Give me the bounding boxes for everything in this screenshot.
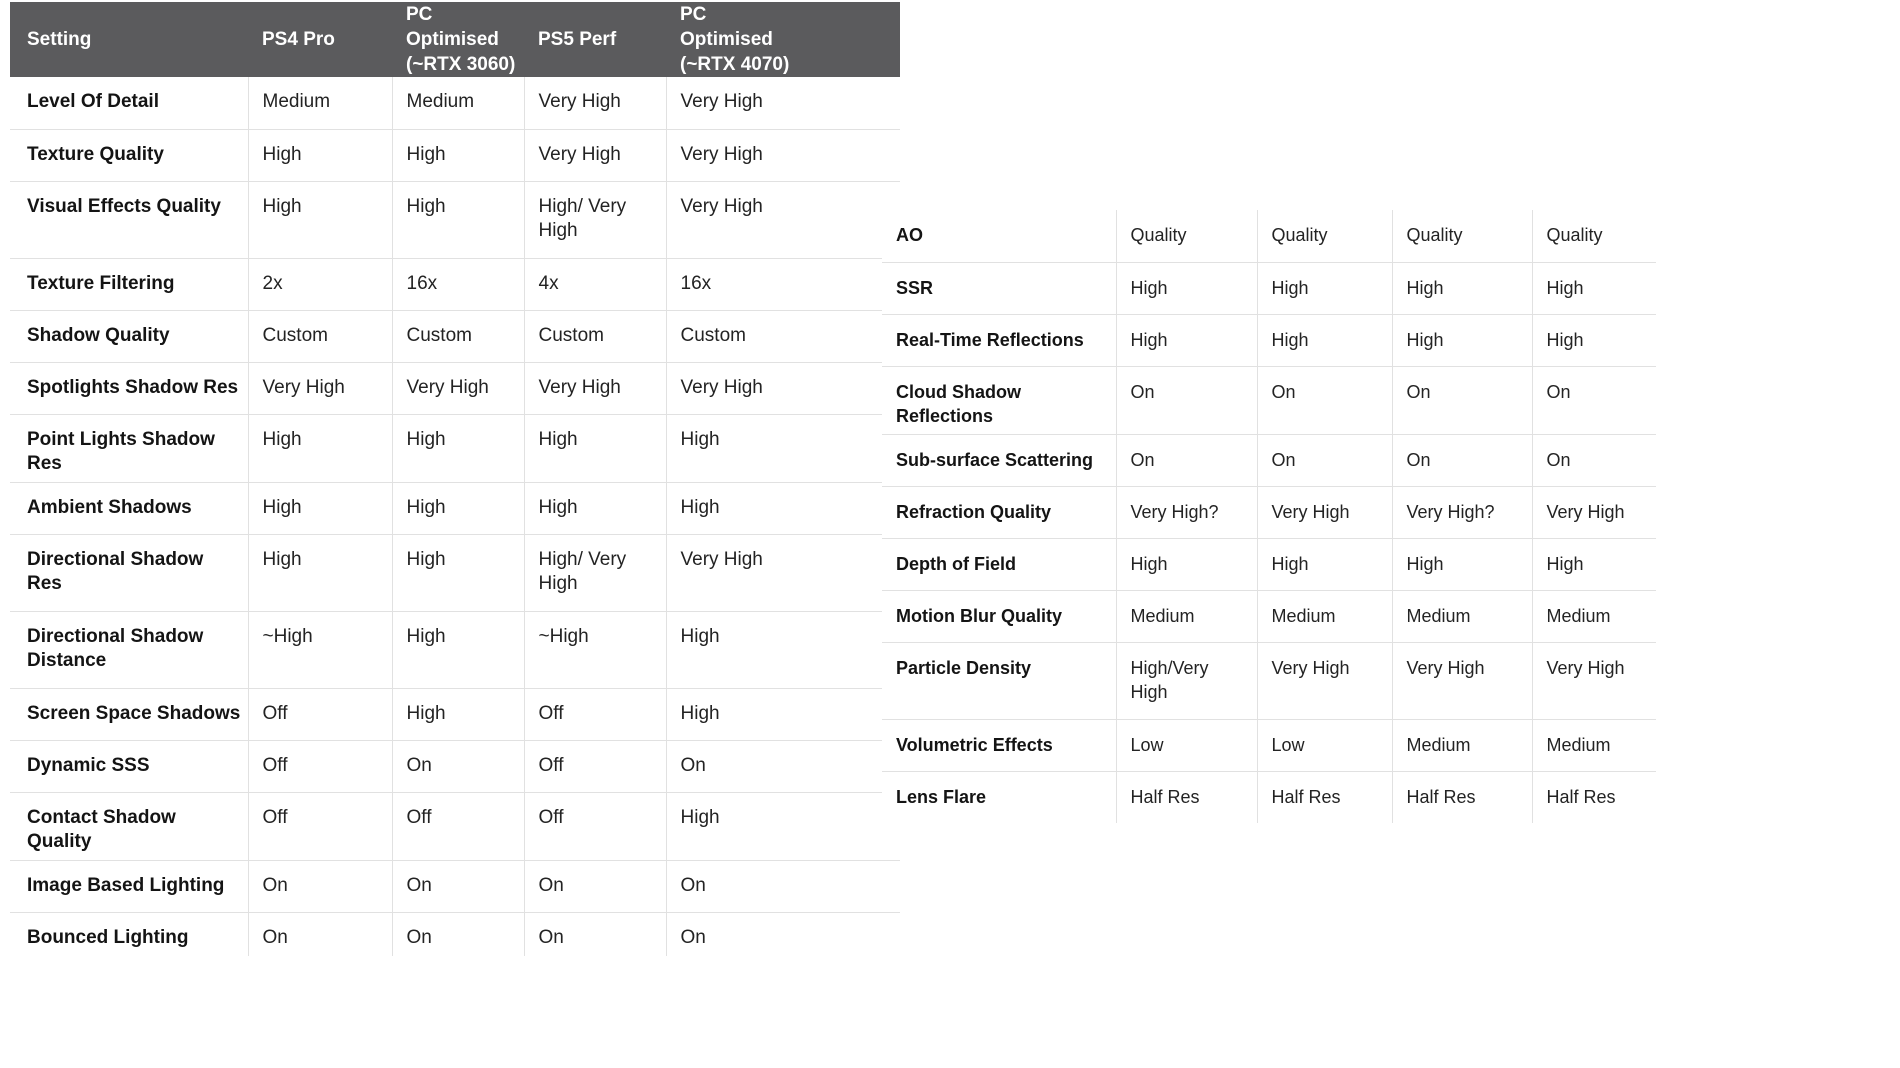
setting-label: Volumetric Effects: [882, 719, 1116, 771]
setting-value: High: [262, 428, 302, 450]
setting-value: High: [406, 143, 446, 165]
setting-value-cell: [392, 258, 524, 310]
setting-value: Very High: [538, 91, 621, 112]
setting-value-cell: [524, 129, 666, 181]
setting-value-cell: [248, 860, 392, 912]
column-header: [248, 2, 392, 77]
setting-value: On: [406, 926, 432, 948]
setting-value: On: [1271, 381, 1296, 402]
setting-value: Very High: [1271, 501, 1350, 522]
setting-value-cell: [1116, 538, 1257, 590]
table-row: [10, 129, 900, 181]
setting-value: Very High: [680, 548, 763, 570]
setting-value-cell: [1257, 262, 1392, 314]
setting-value-cell: [1532, 314, 1656, 366]
setting-label: Depth of Field: [882, 538, 1116, 590]
setting-value: High: [680, 428, 720, 450]
setting-value-cell: [1392, 262, 1532, 314]
setting-value-cell: [524, 258, 666, 310]
setting-value-cell: [524, 310, 666, 362]
setting-value-cell: [524, 534, 666, 611]
setting-value-cell: [1257, 314, 1392, 366]
setting-value: Custom: [262, 324, 328, 346]
setting-value: On: [1406, 449, 1431, 470]
setting-value-cell: [1532, 719, 1656, 771]
setting-value-cell: [248, 77, 392, 129]
setting-value-cell: [1532, 771, 1656, 823]
setting-value: On: [1130, 449, 1155, 470]
setting-value-cell: [1257, 366, 1392, 434]
table-row: [10, 414, 900, 482]
setting-value: High: [1271, 329, 1309, 350]
setting-value: High: [406, 548, 446, 570]
setting-label: Point Lights Shadow Res: [10, 414, 248, 482]
setting-value-cell: [392, 77, 524, 129]
setting-value: Half Res: [1406, 786, 1476, 807]
setting-value-cell: [1392, 719, 1532, 771]
setting-value-cell: [1392, 590, 1532, 642]
settings-table-right-clip: [882, 210, 1656, 810]
setting-label: Dynamic SSS: [10, 740, 248, 792]
table-row: [882, 771, 1656, 823]
setting-value: High: [262, 548, 302, 570]
setting-value-cell: [666, 912, 900, 956]
setting-label: Directional Shadow Res: [10, 534, 248, 611]
column-header-label: Setting: [27, 29, 92, 50]
setting-value: Low: [1271, 734, 1305, 755]
setting-value-cell: [1392, 642, 1532, 719]
setting-label: Contact Shadow Quality: [10, 792, 248, 860]
setting-value: High: [1546, 553, 1584, 574]
setting-value-cell: [1532, 486, 1656, 538]
setting-value: Off: [262, 806, 288, 828]
setting-value-cell: [1257, 210, 1392, 262]
setting-value-cell: [248, 740, 392, 792]
setting-value: High: [406, 702, 446, 724]
setting-value-cell: [1392, 366, 1532, 434]
table-row: [882, 719, 1656, 771]
table-row: [882, 210, 1656, 262]
setting-value: High: [406, 195, 446, 217]
setting-value-cell: [666, 77, 900, 129]
setting-value: High: [1546, 277, 1584, 298]
table-row: [10, 258, 900, 310]
setting-value: 16x: [680, 272, 712, 294]
setting-value-cell: [524, 792, 666, 860]
setting-value-cell: [1116, 366, 1257, 434]
setting-value: Very High: [538, 143, 621, 165]
setting-value-cell: [248, 611, 392, 688]
setting-value-cell: [392, 740, 524, 792]
setting-value: Half Res: [1130, 786, 1200, 807]
setting-value: High: [1406, 329, 1444, 350]
setting-value: On: [1546, 381, 1571, 402]
setting-value: High: [406, 496, 446, 518]
setting-value: Medium: [1406, 605, 1471, 626]
setting-value: High: [1130, 553, 1168, 574]
setting-value: High: [1406, 277, 1444, 298]
setting-value-cell: [524, 688, 666, 740]
setting-value: Very High?: [1130, 501, 1219, 522]
setting-value: On: [1546, 449, 1571, 470]
setting-value-cell: [1392, 538, 1532, 590]
table-row: [10, 77, 900, 129]
setting-value: High: [1546, 329, 1584, 350]
setting-label: Ambient Shadows: [10, 482, 248, 534]
setting-value-cell: [1116, 486, 1257, 538]
table-row: [10, 362, 900, 414]
setting-value: High: [406, 625, 446, 647]
setting-value: Off: [538, 702, 564, 724]
settings-table-part-1: [10, 2, 900, 956]
table-row: [10, 310, 900, 362]
column-header-label: PS4 Pro: [262, 29, 335, 50]
setting-label: Shadow Quality: [10, 310, 248, 362]
setting-value-cell: [1392, 314, 1532, 366]
table-row: [10, 482, 900, 534]
setting-value: Very High: [406, 376, 489, 398]
setting-value-cell: [1392, 434, 1532, 486]
setting-value: Quality: [1546, 225, 1603, 245]
setting-value: Very High: [680, 376, 763, 398]
setting-value: High/Very High: [1130, 657, 1209, 702]
setting-value-cell: [248, 362, 392, 414]
setting-label: Particle Density: [882, 642, 1116, 719]
settings-table-body-2: [882, 210, 1656, 823]
column-header-label: PC Optimised (~RTX 3060): [406, 4, 516, 75]
settings-table-header: [10, 2, 900, 77]
setting-value-cell: [666, 792, 900, 860]
table-row: [882, 642, 1656, 719]
setting-value: Off: [262, 754, 288, 776]
setting-value-cell: [1257, 434, 1392, 486]
setting-value-cell: [1532, 366, 1656, 434]
setting-value-cell: [248, 688, 392, 740]
setting-value: 2x: [262, 272, 283, 294]
setting-value: On: [262, 874, 288, 896]
setting-value-cell: [248, 181, 392, 258]
setting-value-cell: [524, 181, 666, 258]
setting-value: On: [680, 874, 706, 896]
setting-value-cell: [248, 534, 392, 611]
setting-value-cell: [392, 310, 524, 362]
setting-value: Custom: [406, 324, 472, 346]
setting-value-cell: [1257, 590, 1392, 642]
setting-label: Texture Quality: [10, 129, 248, 181]
setting-value: High: [1271, 277, 1309, 298]
setting-value-cell: [392, 912, 524, 956]
table-row: [882, 314, 1656, 366]
setting-value-cell: [524, 414, 666, 482]
column-header-label: PC Optimised (~RTX 4070): [680, 4, 790, 75]
setting-value-cell: [1532, 210, 1656, 262]
setting-value: On: [1130, 381, 1155, 402]
setting-value-cell: [666, 181, 900, 258]
setting-value: 4x: [538, 272, 559, 294]
setting-value-cell: [524, 77, 666, 129]
setting-value: ~High: [538, 625, 589, 647]
column-header: [666, 2, 900, 77]
setting-label: Refraction Quality: [882, 486, 1116, 538]
setting-value: On: [538, 874, 564, 896]
setting-value-cell: [666, 414, 900, 482]
setting-value: Very High: [680, 143, 763, 165]
setting-value: High/ Very High: [538, 195, 627, 241]
setting-value: Very High: [1546, 501, 1625, 522]
setting-label: Texture Filtering: [10, 258, 248, 310]
setting-value: Medium: [1546, 734, 1611, 755]
setting-value-cell: [392, 688, 524, 740]
setting-value: High: [1406, 553, 1444, 574]
setting-value: High: [1130, 329, 1168, 350]
setting-value-cell: [248, 792, 392, 860]
setting-value-cell: [666, 611, 900, 688]
setting-value: Very High: [1546, 657, 1625, 678]
setting-value: High: [680, 625, 720, 647]
setting-value: Quality: [1271, 225, 1328, 245]
setting-value: On: [1406, 381, 1431, 402]
setting-value: High: [262, 143, 302, 165]
setting-value-cell: [666, 129, 900, 181]
setting-value: Quality: [1406, 225, 1463, 245]
setting-value-cell: [248, 414, 392, 482]
setting-value: High: [680, 806, 720, 828]
setting-value: Very High: [680, 91, 763, 112]
table-row: [882, 538, 1656, 590]
setting-value: Medium: [262, 91, 331, 112]
setting-value-cell: [1116, 262, 1257, 314]
setting-value: Quality: [1130, 225, 1187, 245]
setting-label: Cloud Shadow Reflections: [882, 366, 1116, 434]
settings-table-left-clip: [10, 2, 790, 948]
setting-value-cell: [392, 482, 524, 534]
setting-value: Very High: [680, 195, 763, 217]
setting-label: Image Based Lighting: [10, 860, 248, 912]
table-row: [882, 590, 1656, 642]
setting-value-cell: [248, 310, 392, 362]
setting-value: Off: [538, 754, 564, 776]
setting-label: Real-Time Reflections: [882, 314, 1116, 366]
setting-value: Custom: [680, 324, 746, 346]
setting-value-cell: [248, 482, 392, 534]
setting-label: Sub-surface Scattering: [882, 434, 1116, 486]
setting-value-cell: [1392, 210, 1532, 262]
setting-value: On: [680, 754, 706, 776]
setting-value-cell: [392, 414, 524, 482]
setting-value: On: [680, 926, 706, 948]
setting-value-cell: [1116, 210, 1257, 262]
setting-value: Very High: [262, 376, 345, 398]
table-row: [10, 534, 900, 611]
setting-value: High: [1271, 553, 1309, 574]
setting-value: On: [406, 874, 432, 896]
setting-value: Medium: [1271, 605, 1336, 626]
setting-value-cell: [524, 362, 666, 414]
settings-table-body-1: [10, 77, 900, 956]
setting-label: Level Of Detail: [10, 77, 248, 129]
setting-value: Half Res: [1271, 786, 1341, 807]
table-row: [882, 262, 1656, 314]
setting-value-cell: [524, 912, 666, 956]
setting-label: Motion Blur Quality: [882, 590, 1116, 642]
setting-value: 16x: [406, 272, 438, 294]
table-row: [10, 688, 900, 740]
setting-value-cell: [392, 792, 524, 860]
table-row: [882, 434, 1656, 486]
setting-value-cell: [1392, 486, 1532, 538]
setting-value-cell: [392, 860, 524, 912]
setting-value-cell: [1116, 642, 1257, 719]
setting-value: High: [262, 496, 302, 518]
setting-value-cell: [666, 362, 900, 414]
table-row: [10, 740, 900, 792]
setting-label: Visual Effects Quality: [10, 181, 248, 258]
table-row: [10, 792, 900, 860]
setting-value: High: [262, 195, 302, 217]
setting-value: Very High: [538, 376, 621, 398]
setting-value: High/ Very High: [538, 548, 627, 594]
setting-value-cell: [666, 860, 900, 912]
setting-value-cell: [666, 482, 900, 534]
setting-value-cell: [524, 860, 666, 912]
table-row: [10, 181, 900, 258]
setting-value: On: [538, 926, 564, 948]
setting-value: On: [262, 926, 288, 948]
setting-value: On: [406, 754, 432, 776]
setting-value: Medium: [1406, 734, 1471, 755]
setting-value-cell: [1257, 771, 1392, 823]
table-row: [10, 860, 900, 912]
setting-value: Custom: [538, 324, 604, 346]
setting-label: SSR: [882, 262, 1116, 314]
setting-value: Medium: [1130, 605, 1195, 626]
settings-table-part-2: [882, 210, 1656, 823]
setting-value-cell: [1116, 719, 1257, 771]
setting-value-cell: [392, 362, 524, 414]
table-row: [882, 486, 1656, 538]
setting-value-cell: [1116, 314, 1257, 366]
setting-value: On: [1271, 449, 1296, 470]
setting-value-cell: [1392, 771, 1532, 823]
setting-value: Medium: [406, 91, 475, 112]
setting-value-cell: [1532, 262, 1656, 314]
setting-value: High: [680, 702, 720, 724]
setting-value-cell: [1257, 719, 1392, 771]
setting-label: Lens Flare: [896, 786, 987, 807]
setting-value: High: [538, 428, 578, 450]
setting-value: Off: [262, 702, 288, 724]
setting-label: Bounced Lighting: [27, 926, 189, 948]
setting-value-cell: [1257, 642, 1392, 719]
setting-value-cell: [1116, 434, 1257, 486]
setting-value-cell: [1532, 642, 1656, 719]
setting-value: Half Res: [1546, 786, 1616, 807]
table-row: [10, 611, 900, 688]
setting-value-cell: [392, 611, 524, 688]
setting-value-cell: [1116, 590, 1257, 642]
column-header-label: PS5 Perf: [538, 29, 617, 50]
column-header: [524, 2, 666, 77]
setting-value-cell: [392, 181, 524, 258]
table-row: [10, 912, 900, 956]
column-header: [392, 2, 524, 77]
setting-value: High: [1130, 277, 1168, 298]
setting-value: Very High?: [1406, 501, 1495, 522]
header-row: [10, 2, 900, 77]
setting-value: High: [538, 496, 578, 518]
setting-value-cell: [248, 129, 392, 181]
setting-value-cell: [1257, 538, 1392, 590]
setting-label: Directional Shadow Distance: [10, 611, 248, 688]
setting-value-cell: [666, 310, 900, 362]
setting-label: AO: [882, 210, 1116, 262]
setting-value: High: [680, 496, 720, 518]
setting-value-cell: [1116, 771, 1257, 823]
setting-value-cell: [524, 611, 666, 688]
setting-value: Low: [1130, 734, 1164, 755]
setting-label: Screen Space Shadows: [10, 688, 248, 740]
setting-value-cell: [248, 912, 392, 956]
setting-value-cell: [1532, 590, 1656, 642]
setting-value: ~High: [262, 625, 313, 647]
setting-value: High: [406, 428, 446, 450]
setting-value-cell: [392, 129, 524, 181]
setting-value-cell: [666, 258, 900, 310]
setting-value: Off: [406, 806, 432, 828]
setting-value: Very High: [1271, 657, 1350, 678]
setting-value-cell: [666, 740, 900, 792]
setting-value: Very High: [1406, 657, 1485, 678]
setting-value: Medium: [1546, 605, 1611, 626]
setting-value: Off: [538, 806, 564, 828]
setting-value-cell: [1532, 538, 1656, 590]
setting-value-cell: [524, 482, 666, 534]
setting-value-cell: [248, 258, 392, 310]
setting-value-cell: [392, 534, 524, 611]
setting-value-cell: [1257, 486, 1392, 538]
setting-value-cell: [1532, 434, 1656, 486]
setting-value-cell: [666, 688, 900, 740]
table-row: [882, 366, 1656, 434]
setting-value-cell: [666, 534, 900, 611]
setting-value-cell: [524, 740, 666, 792]
setting-label: Spotlights Shadow Res: [10, 362, 248, 414]
column-header: [10, 2, 248, 77]
